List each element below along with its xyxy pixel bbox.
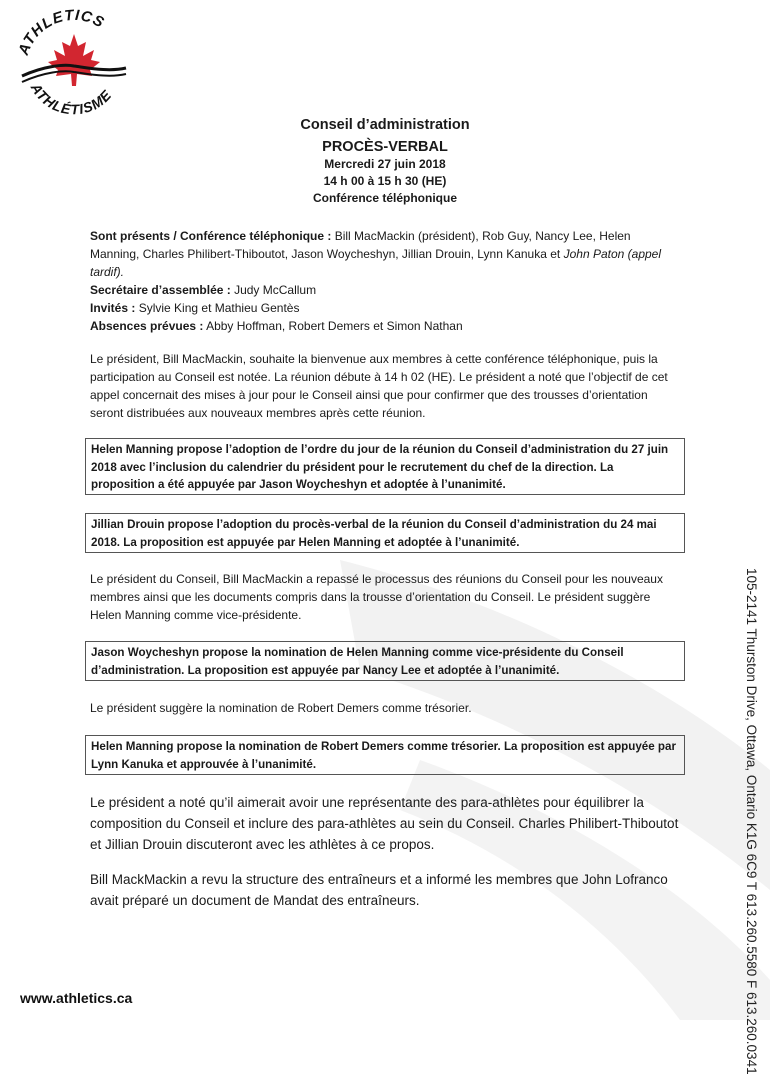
side-address: [744, 568, 759, 1075]
logo-text-bottom: ATHLÉTISME: [27, 80, 115, 118]
absent-value: Abby Hoffman, Robert Demers et Simon Nathan: [203, 319, 463, 333]
paragraph-para-athletes: Le président a noté qu’il aimerait avoir une représentante des para-athlètes pour équilibrer la composition du Conseil et inclure des para-athlètes au sein du Conseil. Charles Philibert-Thiboutot et Jillian Drouin discuteront avec les athlètes à ce propos.: [90, 795, 679, 852]
meeting-date: Mercredi 27 juin 2018: [324, 157, 446, 171]
svg-text:ATHLÉTISME: [27, 79, 114, 117]
guests-line: [90, 299, 680, 317]
athletics-logo: [14, 6, 134, 131]
present-line: [90, 227, 680, 281]
guests-label: Invités :: [90, 301, 136, 315]
motion-treasurer: Helen Manning propose la nomination de Robert Demers comme trésorier. La proposition est appuyée par Lynn Kanuka et approuvée à l’unanimité.: [85, 735, 685, 775]
motion-agenda: Helen Manning propose l’adoption de l’ordre du jour de la réunion du Conseil d’administration du 27 juin 2018 avec l’inclusion du calendrier du président pour le recrutement du chef de la direction. La proposition a été appuyée par Jason Woycheshyn et adoptée à l’unanimité.: [85, 438, 685, 495]
attendance-section: [90, 227, 680, 335]
document-subtitle: PROCÈS-VERBAL: [322, 139, 448, 155]
watermark-swoosh: [300, 560, 770, 1020]
document-header: [0, 114, 770, 158]
paragraph-treasurer: Le président suggère la nomination de Robert Demers comme trésorier.: [90, 701, 472, 715]
motion-minutes: Jillian Drouin propose l’adoption du procès-verbal de la réunion du Conseil d’administration du 24 mai 2018. La proposition est appuyée par Helen Manning et adoptée à l’unanimité.: [85, 513, 685, 553]
footer-url: www.athletics.ca: [20, 990, 133, 1006]
maple-leaf-icon: [48, 34, 100, 86]
address-text: 105-2141 Thurston Drive, Ottawa, Ontario K1G 6C9 T 613.260.5580 F 613.260.0341: [744, 568, 759, 1075]
present-late: John Paton (appel tardif).: [90, 247, 661, 279]
paragraph-welcome: Le président, Bill MacMackin, souhaite la bienvenue aux membres à cette conférence téléphonique, puis la participation au Conseil est notée. La réunion débute à 14 h 02 (HE). Le président a noté que l’objectif de cet appel concernait des mises à jour pour le Conseil ainsi que pour confirmer que des trousses d’orientation seront distribuées aux nouveaux membres après cette réunion.: [90, 352, 668, 420]
meeting-mode: Conférence téléphonique: [312, 191, 458, 205]
guests-value: Sylvie King et Mathieu Gentès: [135, 301, 300, 315]
paragraph-coaches: Bill MackMackin a revu la structure des entraîneurs et a informé les membres que John Lofranco avait préparé un document de Mandat des entraîneurs.: [90, 872, 668, 908]
secretary-line: [90, 281, 680, 299]
meeting-details: [0, 156, 770, 207]
logo-text-top: ATHLETICS: [15, 6, 108, 58]
absent-label: Absences prévues :: [90, 319, 204, 333]
absent-line: [90, 317, 680, 335]
secretary-label: Secrétaire d’assemblée :: [90, 283, 231, 297]
present-label: Sont présents / Conférence téléphonique :: [90, 229, 332, 243]
present-names: Bill MacMackin (président), Rob Guy, Nancy Lee, Helen Manning, Charles Philibert-Thiboutot, Jason Woycheshyn, Jillian Drouin, Lynn Kanuka et: [90, 229, 631, 261]
paragraph-orientation: Le président du Conseil, Bill MacMackin a repassé le processus des réunions du Conseil pour les nouveaux membres ainsi que les documents compris dans la trousse d’orientation du Conseil. Le président suggère Helen Manning comme vice-présidente.: [90, 572, 663, 622]
meeting-time: 14 h 00 à 15 h 30 (HE): [323, 174, 447, 188]
secretary-value: Judy McCallum: [230, 283, 317, 297]
motion-vice-president: Jason Woycheshyn propose la nomination de Helen Manning comme vice-présidente du Conseil d’administration. La proposition est appuyée par Nancy Lee et adoptée à l’unanimité.: [85, 641, 685, 681]
document-title: Conseil d’administration: [300, 117, 470, 133]
